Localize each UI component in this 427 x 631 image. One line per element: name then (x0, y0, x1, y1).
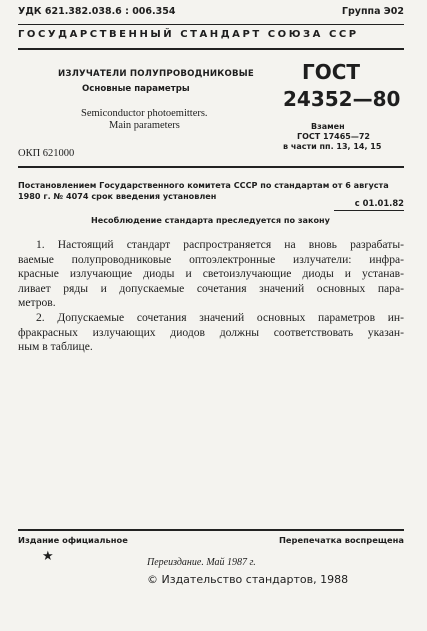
paragraph-1 (18, 238, 404, 311)
official-edition: Издание официальное (18, 535, 128, 545)
publisher-copyright: © Издательство стандартов, 1988 (147, 573, 349, 586)
footer-rule (18, 529, 404, 531)
gost-label: ГОСТ (302, 60, 361, 84)
paragraph-2-line: 2. Допускаемые сочетания значений основных параметров ин- (36, 311, 404, 324)
reissue-note: Переиздание. Май 1987 г. (147, 557, 256, 568)
header-bottom-rule (18, 48, 404, 50)
paragraph-1-line: ливает ряды и допускаемые сочетания значений основных пара- (18, 281, 404, 295)
group-code: Группа Э02 (341, 6, 404, 17)
replaces-gost: ГОСТ 17465—72 (297, 132, 370, 141)
paragraph-1-line: метров. (18, 296, 56, 310)
paragraph-1-line: ваемые полупроводниковые оптоэлектронные излучатели: инфра- (18, 252, 404, 266)
okp-code: ОКП 621000 (18, 148, 75, 159)
effective-date-underline (334, 210, 404, 211)
decree-line-2: 1980 г. № 4074 срок введения установлен (18, 191, 217, 201)
title-ru: ИЗЛУЧАТЕЛИ ПОЛУПРОВОДНИКОВЫЕ (58, 69, 254, 79)
header-top-rule (18, 24, 404, 25)
paragraph-1-line: красные излучающие диоды и светоизлучающие диоды и устанав- (18, 267, 404, 281)
subtitle-ru: Основные параметры (82, 84, 190, 94)
standard-banner: ГОСУДАРСТВЕННЫЙ СТАНДАРТ СОЮЗА ССР (18, 29, 359, 40)
replaces-scope: в части пп. 13, 14, 15 (283, 142, 382, 151)
gost-number: 24352—80 (283, 87, 401, 111)
legal-notice: Несоблюдение стандарта преследуется по закону (91, 215, 330, 225)
paragraph-2-line: ным в таблице. (18, 340, 93, 354)
paragraph-1-line: 1. Настоящий стандарт распространяется на вновь разрабаты- (36, 238, 404, 251)
udk-code: УДК 621.382.038.6 : 006.354 (18, 6, 176, 17)
title-bottom-rule (18, 166, 404, 168)
star-mark: ★ (42, 548, 54, 563)
effective-date: с 01.01.82 (354, 198, 404, 208)
decree-line-1: Постановлением Государственного комитета СССР по стандартам от 6 августа (18, 180, 389, 190)
replaces-label: Взамен (311, 122, 345, 131)
subtitle-en: Main parameters (109, 120, 180, 131)
reprint-prohibited: Перепечатка воспрещена (278, 535, 404, 545)
paragraph-2 (18, 311, 404, 355)
paragraph-2-line: фракрасных излучающих диодов должны соответствовать указан- (18, 325, 404, 339)
title-en: Semiconductor photoemitters. (81, 108, 208, 119)
